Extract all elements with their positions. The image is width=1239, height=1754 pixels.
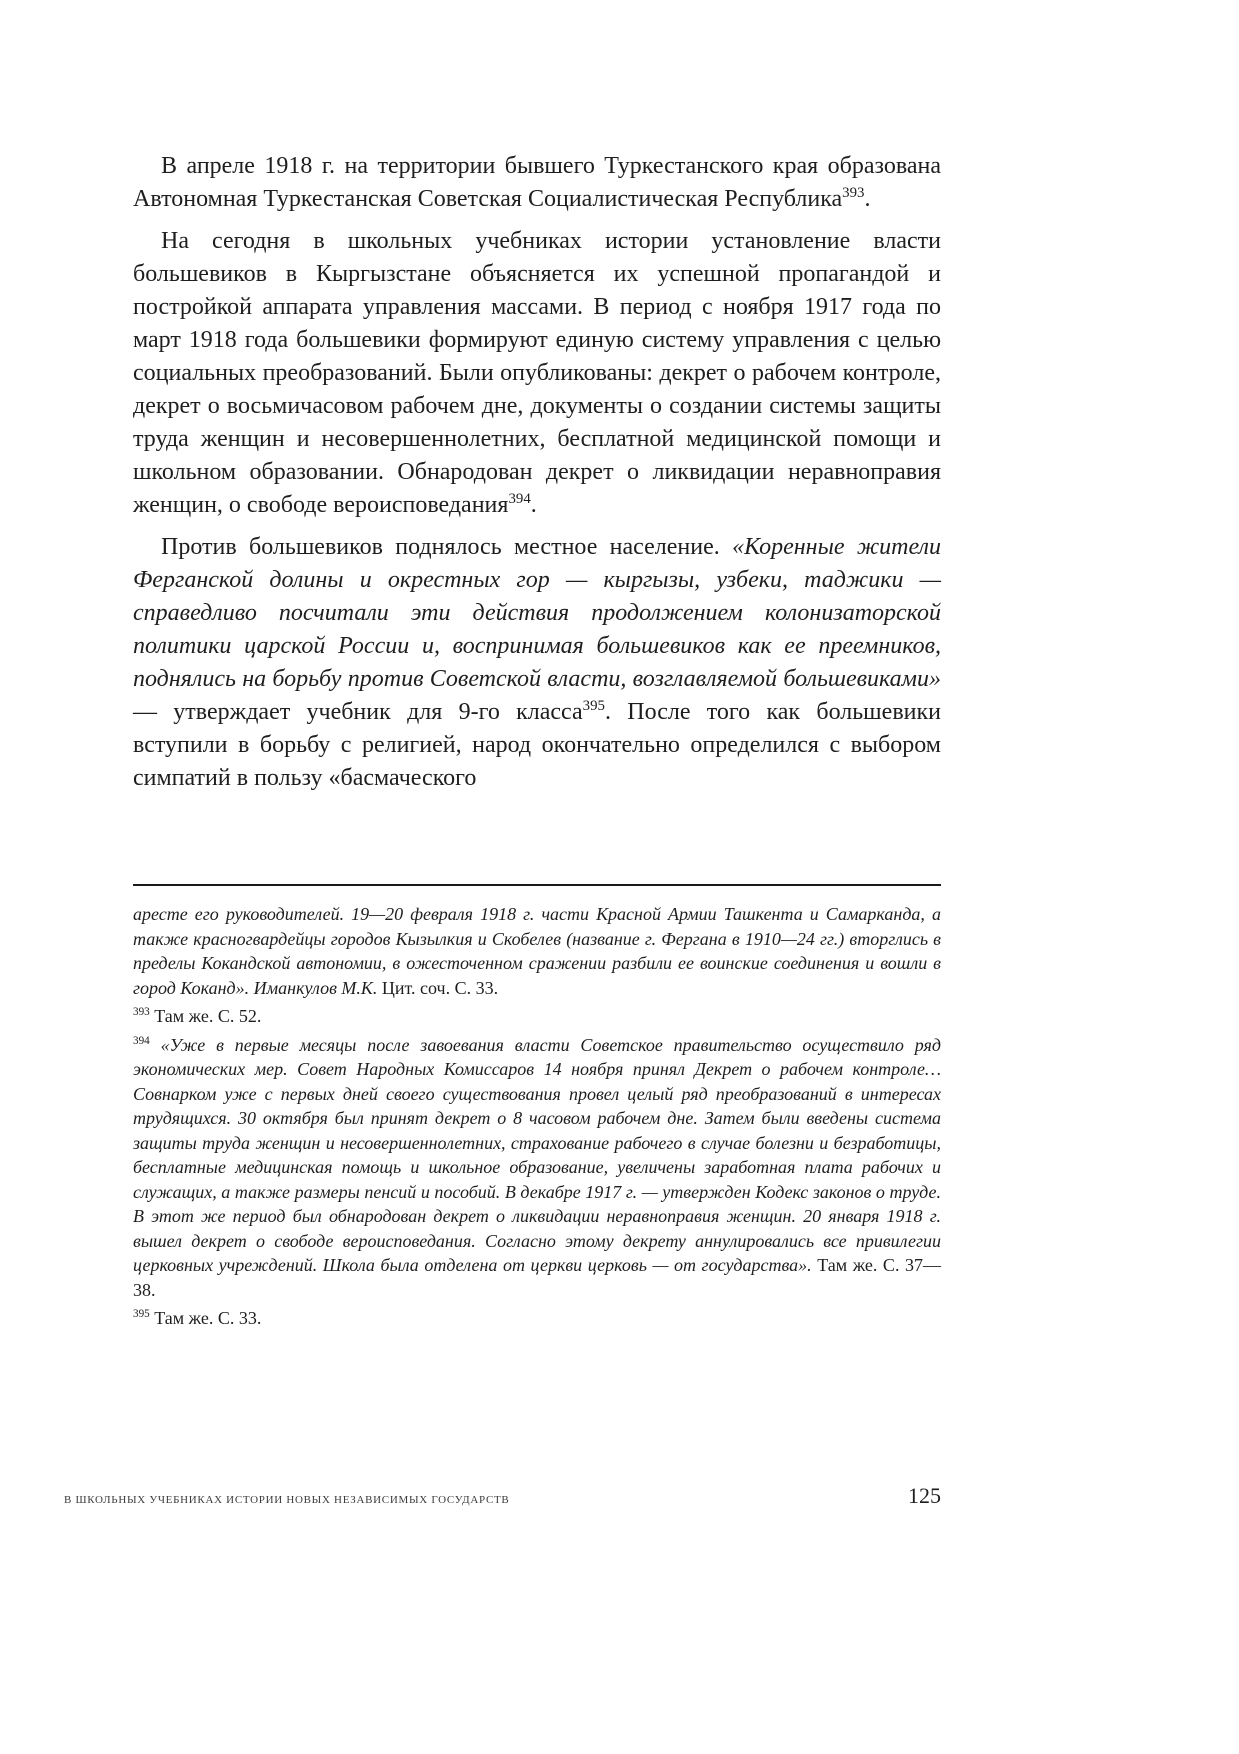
- text-run: Там же. С. 37—38.: [133, 1255, 941, 1300]
- paragraph-2: [133, 225, 941, 522]
- text-run: [150, 1035, 161, 1055]
- text-run: В апреле 1918 г. на территории бывшего Туркестанского края образована Автономная Туркестанская Советская Социалистическая Республика: [133, 153, 941, 212]
- text-run: «Уже в первые месяцы после завоевания власти Советское правительство осуществило ряд экономических мер. Совет Народных Комиссаров 14 ноября принял Декрет о рабочем контроле…Совнарком уже с первых дней своего существования провел целый ряд преобразований в интересах трудящихся. 30 октября был принят декрет о 8 часовом рабочем дне. Затем были введены система защиты труда женщин и несовершеннолетних, страхование рабочего в случае болезни и безработицы, бесплатные медицинская помощь и школьное образование, увеличены заработная плата рабочих и служащих, а также размеры пенсий и пособий. В декабре 1917 г. — утвержден Кодекс законов о труде. В этот же период был обнародован декрет о ликвидации неравноправия женщин. 20 января 1918 г. вышел декрет о свободе вероисповедания. Согласно этому декрету аннулировались все привилегии церковных учреждений. Школа была отделена от церкви церковь — от государства».: [133, 1034, 941, 1275]
- footnote-394: [133, 1033, 941, 1303]
- text-run: На сегодня в школьных учебниках истории установление власти большевиков в Кыргызстане объясняется их успешной пропагандой и постройкой аппарата управления массами. В период с ноября 1917 года по март 1918 года большевики формируют единую систему управления с целью социальных преобразований. Были опубликованы: декрет о рабочем контроле, декрет о восьмичасовом рабочем дне, документы о создании системы защиты труда женщин и несовершеннолетних, бесплатной медицинской помощи и школьном образовании. Обнародован декрет о ликвидации неравноправия женщин, о свободе вероисповедания: [133, 228, 941, 518]
- footnote-marker: 394: [133, 1034, 150, 1047]
- text-run: Против большевиков поднялось местное население.: [161, 534, 733, 560]
- footnote-marker: 395: [133, 1308, 150, 1320]
- text-run: Там же. С. 52.: [149, 1006, 262, 1026]
- text-run: .: [864, 186, 871, 212]
- footnote-continuation: [133, 902, 941, 1000]
- text-run: «Коренные жители Ферганской долины и окрестных гор — кыргызы, узбеки, таджики — справедливо посчитали эти действия продолжением колонизаторской политики царской России и, воспринимая большевиков как ее преемников, поднялись на борьбу против Советской власти, возглавляемой большевиками»: [133, 534, 941, 692]
- paragraph-1: [133, 150, 941, 216]
- footnote-393: [133, 1004, 941, 1029]
- footnote-marker: 394: [508, 491, 531, 507]
- text-run: аресте его руководителей. 19—20 февраля 1918 г. части Красной Армии Ташкента и Самарканда, а также красногвардейцы городов Кызылкия и Скобелев (название г. Фергана в 1910—24 гг.) вторглись в пределы Кокандской автономии, в ожесточенном сражении разбили ее воинские соединения и вошли в город Коканд». Иманкулов М.К.: [133, 904, 941, 998]
- page-number: 125: [908, 1483, 941, 1508]
- running-title: В ШКОЛЬНЫХ УЧЕБНИКАХ ИСТОРИИ НОВЫХ НЕЗАВИСИМЫХ ГОСУДАРСТВ: [64, 1494, 510, 1506]
- footnote-marker: 393: [842, 185, 865, 201]
- footnote-marker: 393: [133, 1006, 150, 1018]
- text-run: — утверждает учебник для 9-го класса: [133, 699, 583, 725]
- footnotes-section: [133, 884, 941, 1335]
- text-run: Цит. соч. С. 33.: [377, 977, 499, 998]
- paragraph-3: [133, 531, 941, 795]
- text-run: Там же. С. 33.: [149, 1308, 262, 1328]
- text-run: . После того как большевики вступили в борьбу с религией, народ окончательно определился с выбором симпатий в пользу «басмаческого: [133, 699, 941, 791]
- footnote-separator-rule: [133, 884, 941, 886]
- footnote-395: [133, 1306, 941, 1331]
- footnote-marker: 395: [582, 698, 605, 714]
- main-text-block: [133, 150, 941, 804]
- text-run: .: [530, 492, 537, 518]
